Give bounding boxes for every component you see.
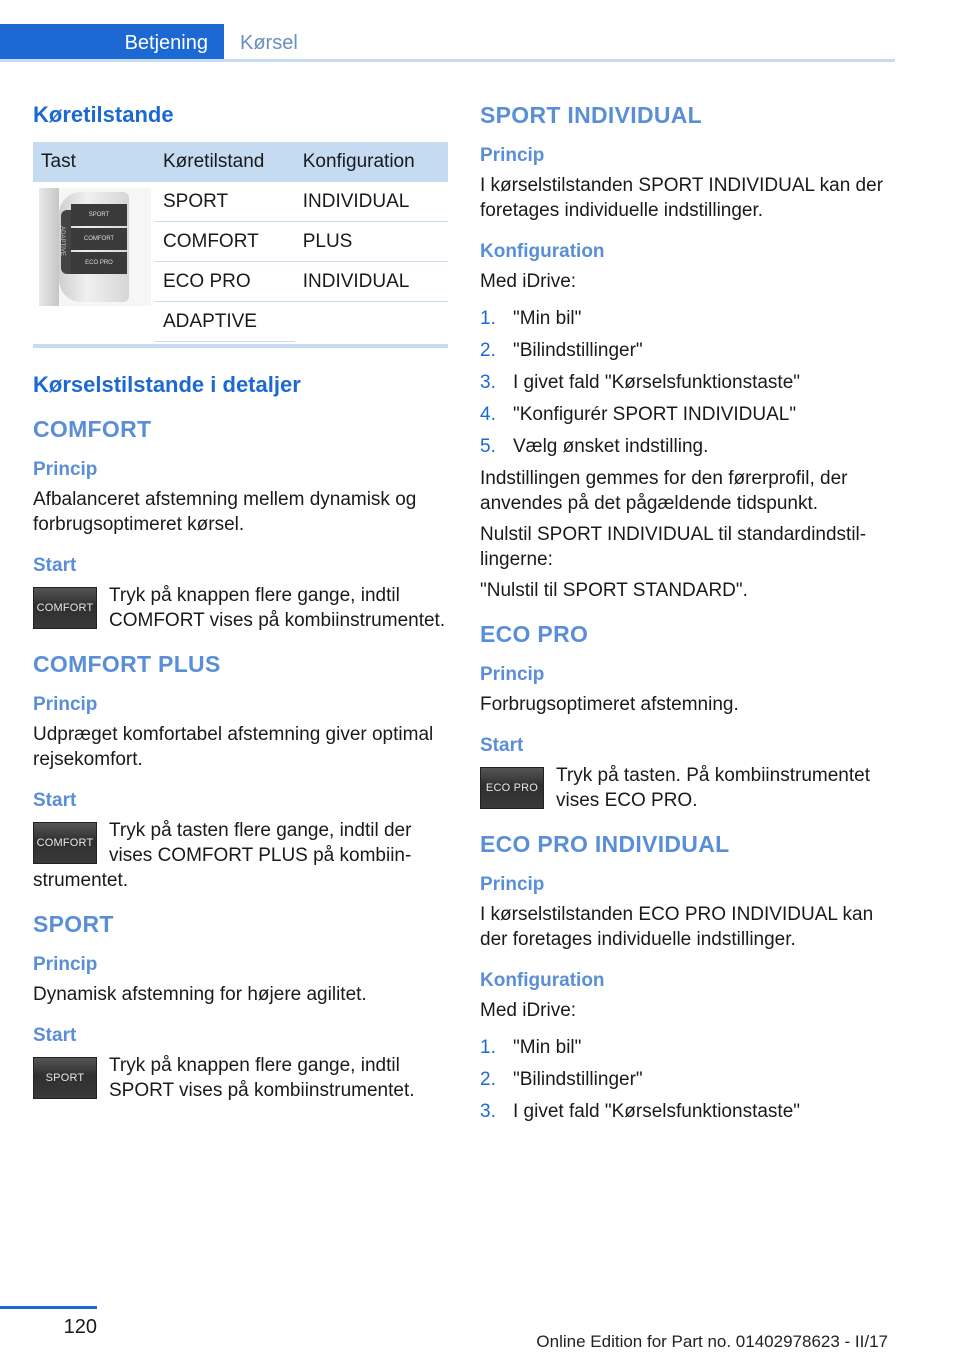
section-title: Kørselstilstande i detaljer xyxy=(33,372,301,397)
table-cell: COMFORT xyxy=(155,222,295,262)
step-number: 3. xyxy=(480,372,496,393)
eco-pro-key: ECO PRO xyxy=(71,252,127,274)
step-number: 2. xyxy=(480,340,496,361)
start-text: Tryk på knappen flere gange, indtil COMFORT vises på kombiinstrumentet. xyxy=(109,585,446,631)
step-number: 2. xyxy=(480,1069,496,1090)
step-text: "Min bil" xyxy=(513,308,582,329)
principle-text: Afbalanceret afstemning mellem dynamisk og forbrugsoptimeret kørsel. xyxy=(33,489,417,535)
config-steps xyxy=(480,306,900,459)
sport-individual-heading: SPORT INDIVIDUAL xyxy=(480,102,703,128)
step-number: 1. xyxy=(480,308,496,329)
config-steps xyxy=(480,1035,900,1124)
list-item xyxy=(480,338,900,363)
list-item xyxy=(480,1099,900,1124)
step-number: 1. xyxy=(480,1037,496,1058)
comfort-plus-heading: COMFORT PLUS xyxy=(33,651,221,677)
tab-korsel[interactable]: Kørsel xyxy=(240,31,298,54)
list-item xyxy=(480,402,900,427)
adaptive-key xyxy=(58,210,71,274)
step-number: 3. xyxy=(480,1101,496,1122)
left-column xyxy=(33,96,448,1121)
start-instruction xyxy=(33,818,448,893)
drive-mode-switch-image xyxy=(39,188,151,306)
principle-text: Forbrugsoptimeret afstemning. xyxy=(480,694,739,715)
table-cell: INDIVIDUAL xyxy=(295,262,448,302)
adaptive-key-label: ADAPTIVE xyxy=(58,226,65,256)
page-title: Køretilstande xyxy=(33,102,174,127)
principle-label: Princip xyxy=(33,459,98,480)
configuration-label: Konfiguration xyxy=(480,970,605,991)
list-item xyxy=(480,1067,900,1092)
table-header: Køretilstand xyxy=(155,142,295,182)
start-label: Start xyxy=(480,735,524,756)
start-label: Start xyxy=(33,1025,77,1046)
step-text: I givet fald "Kørselsfunktionstaste" xyxy=(513,372,801,393)
principle-label: Princip xyxy=(33,954,98,975)
config-intro: Med iDrive: xyxy=(480,271,577,292)
table-header-row xyxy=(33,142,448,182)
eco-pro-individual-heading: ECO PRO INDIVIDUAL xyxy=(480,831,730,857)
table-cell xyxy=(295,302,448,342)
console-rim xyxy=(39,188,59,306)
comfort-button-icon: COMFORT xyxy=(33,822,97,864)
start-instruction xyxy=(33,1053,448,1103)
principle-text: I kørselstilstanden SPORT INDIVIDUAL kan der foretages individuelle indstillinger. xyxy=(480,175,884,221)
start-instruction xyxy=(33,583,448,633)
note-text: Indstillingen gemmes for den førerprofil, der anvendes på det pågældende tidspunkt. xyxy=(480,468,848,514)
switch-image-cell xyxy=(33,182,155,342)
comfort-heading: COMFORT xyxy=(33,416,152,442)
table-cell: PLUS xyxy=(295,222,448,262)
table-cell: ECO PRO xyxy=(155,262,295,302)
list-item xyxy=(480,1035,900,1060)
list-item xyxy=(480,434,900,459)
sport-button-icon: SPORT xyxy=(33,1057,97,1099)
step-text: "Min bil" xyxy=(513,1037,582,1058)
table-cell: ADAPTIVE xyxy=(155,302,295,342)
comfort-button-icon: COMFORT xyxy=(33,587,97,629)
principle-text: Dynamisk afstemning for højere agilitet. xyxy=(33,984,367,1005)
header-bar xyxy=(0,24,895,62)
edition-text: Online Edition for Part no. 01402978623 - II/17 xyxy=(536,1332,888,1351)
step-text: "Konfigurér SPORT INDIVIDUAL" xyxy=(513,404,797,425)
header-divider xyxy=(0,59,895,62)
start-text: Tryk på tasten. På kombiinstrumentet vises ECO PRO. xyxy=(556,765,870,811)
principle-text: I kørselstilstanden ECO PRO INDIVIDUAL kan der foretages individuelle indstillinger. xyxy=(480,904,874,950)
start-text: Tryk på knappen flere gange, indtil SPORT vises på kombiinstrumentet. xyxy=(109,1055,415,1101)
start-text: Tryk på tasten flere gange, indtil der vises COMFORT PLUS på kombiinstrumentet. xyxy=(33,820,412,891)
config-intro: Med iDrive: xyxy=(480,1000,577,1021)
principle-label: Princip xyxy=(480,874,545,895)
principle-label: Princip xyxy=(33,694,98,715)
table-cell: SPORT xyxy=(155,182,295,222)
page-number: 120 xyxy=(63,1316,97,1338)
start-label: Start xyxy=(33,555,77,576)
eco-pro-heading: ECO PRO xyxy=(480,621,589,647)
note-text: Nulstil SPORT INDIVIDUAL til standardindstillingerne: xyxy=(480,524,867,570)
tab-betjening[interactable]: Betjening xyxy=(0,24,224,62)
sport-heading: SPORT xyxy=(33,911,114,937)
list-item xyxy=(480,306,900,331)
footer-rule xyxy=(0,1306,97,1309)
step-text: Vælg ønsket indstilling. xyxy=(513,436,709,457)
start-instruction xyxy=(480,763,900,813)
comfort-key: COMFORT xyxy=(71,228,127,250)
principle-label: Princip xyxy=(480,664,545,685)
principle-text: Udpræget komfortabel afstemning giver optimal rejsekomfort. xyxy=(33,724,434,770)
configuration-label: Konfiguration xyxy=(480,241,605,262)
drive-modes-table xyxy=(33,142,448,342)
start-label: Start xyxy=(33,790,77,811)
sport-key: SPORT xyxy=(71,204,127,226)
step-number: 5. xyxy=(480,436,496,457)
table-cell: INDIVIDUAL xyxy=(295,182,448,222)
principle-label: Princip xyxy=(480,145,545,166)
step-text: "Bilindstillinger" xyxy=(513,340,643,361)
list-item xyxy=(480,370,900,395)
step-text: I givet fald "Kørselsfunktionstaste" xyxy=(513,1101,801,1122)
table-header: Konfiguration xyxy=(295,142,448,182)
note-text: "Nulstil til SPORT STANDARD". xyxy=(480,580,748,601)
step-text: "Bilindstillinger" xyxy=(513,1069,643,1090)
step-number: 4. xyxy=(480,404,496,425)
right-column xyxy=(480,96,900,1131)
eco-pro-button-icon: ECO PRO xyxy=(480,767,544,809)
table-row xyxy=(33,182,448,222)
table-header: Tast xyxy=(33,142,155,182)
